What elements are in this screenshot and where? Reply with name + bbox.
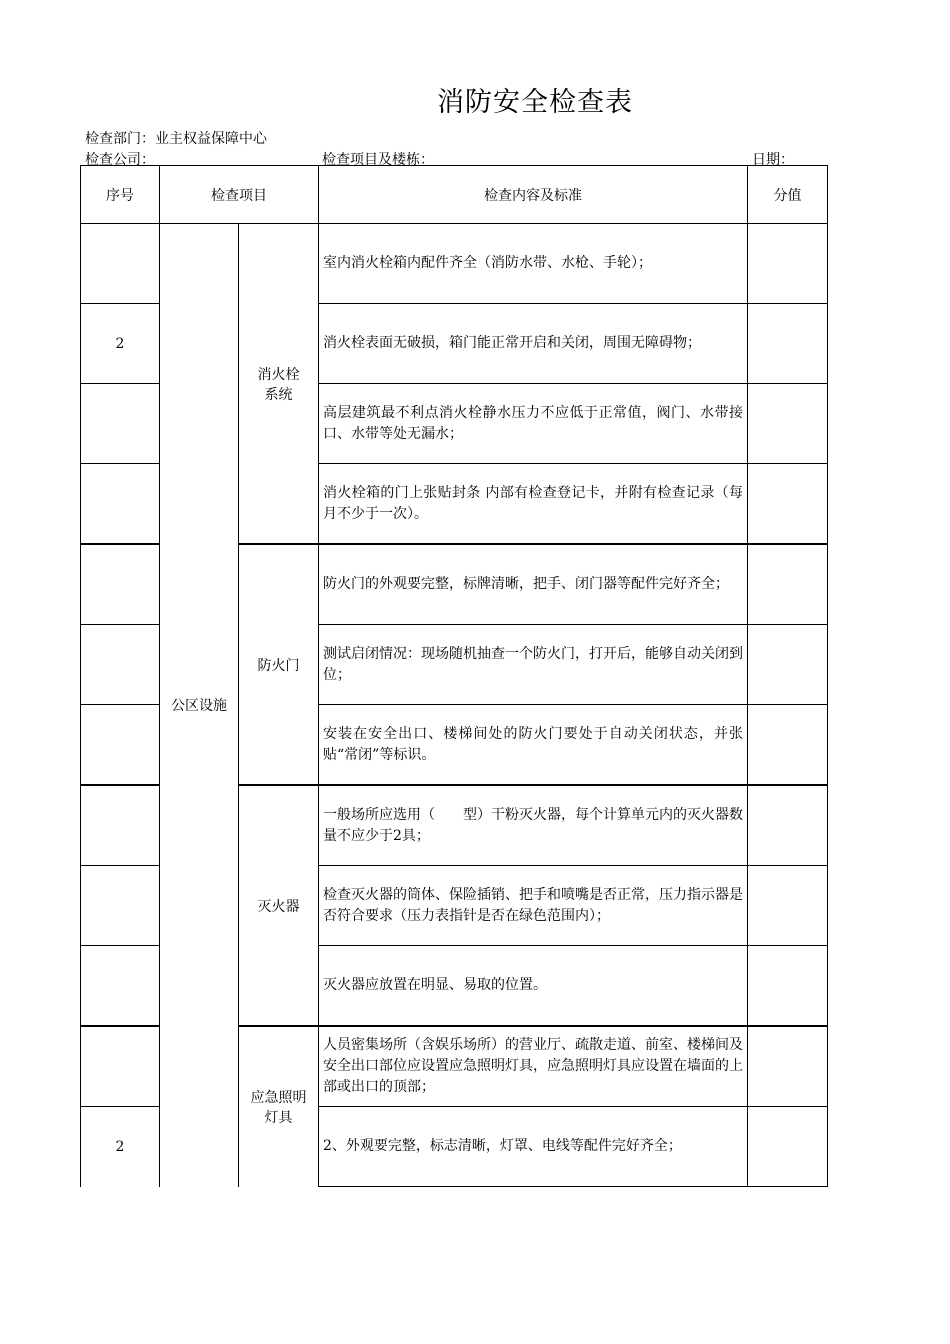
score-cell[interactable] bbox=[748, 785, 828, 866]
score-cell[interactable] bbox=[748, 866, 828, 946]
category-cell: 公区设施 bbox=[160, 224, 239, 1187]
header-content: 检查内容及标准 bbox=[319, 166, 748, 224]
seq-cell bbox=[81, 705, 160, 786]
content-cell: 消火栓箱的门上张贴封条 内部有检查登记卡，并附有检查记录（每月不少于一次）。 bbox=[319, 464, 748, 545]
company-label: 检查公司： bbox=[85, 152, 155, 168]
table-header-row bbox=[81, 166, 828, 224]
seq-cell bbox=[81, 224, 160, 304]
score-cell[interactable] bbox=[748, 625, 828, 705]
group-extinguisher: 灭火器 bbox=[239, 785, 319, 1026]
date-label: 日期： bbox=[752, 152, 794, 168]
score-cell[interactable] bbox=[748, 384, 828, 464]
department-line bbox=[85, 128, 267, 148]
content-cell: 2、外观要完整，标志清晰，灯罩、电线等配件完好齐全； bbox=[319, 1107, 748, 1187]
seq-cell bbox=[81, 384, 160, 464]
content-cell: 安装在安全出口、楼梯间处的防火门要处于自动关闭状态，并张贴“常闭”等标识。 bbox=[319, 705, 748, 786]
content-cell: 消火栓表面无破损，箱门能正常开启和关闭，周围无障碍物； bbox=[319, 304, 748, 384]
seq-cell bbox=[81, 866, 160, 946]
seq-cell bbox=[81, 785, 160, 866]
content-cell: 室内消火栓箱内配件齐全（消防水带、水枪、手轮）； bbox=[319, 224, 748, 304]
score-cell[interactable] bbox=[748, 464, 828, 545]
seq-cell bbox=[81, 544, 160, 625]
inspection-table bbox=[80, 165, 828, 1187]
content-cell: 灭火器应放置在明显、易取的位置。 bbox=[319, 946, 748, 1027]
content-cell: 检查灭火器的筒体、保险插销、把手和喷嘴是否正常，压力指示器是否符合要求（压力表指针是否在绿色范围内）； bbox=[319, 866, 748, 946]
content-cell: 一般场所应选用（ 型）干粉灭火器，每个计算单元内的灭火器数量不应少于2具； bbox=[319, 785, 748, 866]
group-hydrant: 消火栓系统 bbox=[239, 224, 319, 545]
seq-cell bbox=[81, 625, 160, 705]
content-cell: 测试启闭情况：现场随机抽查一个防火门，打开后，能够自动关闭到位； bbox=[319, 625, 748, 705]
department-label: 检查部门： bbox=[85, 131, 155, 147]
seq-cell: 2 bbox=[81, 304, 160, 384]
group-fire-door: 防火门 bbox=[239, 544, 319, 785]
score-cell[interactable] bbox=[748, 304, 828, 384]
seq-cell bbox=[81, 946, 160, 1027]
score-cell[interactable] bbox=[748, 1107, 828, 1187]
content-cell: 高层建筑最不利点消火栓静水压力不应低于正常值，阀门、水带接口、水带等处无漏水； bbox=[319, 384, 748, 464]
department-value: 业主权益保障中心 bbox=[155, 131, 267, 147]
score-cell[interactable] bbox=[748, 544, 828, 625]
seq-cell bbox=[81, 1026, 160, 1107]
score-cell[interactable] bbox=[748, 1026, 828, 1107]
score-cell[interactable] bbox=[748, 224, 828, 304]
content-cell: 防火门的外观要完整，标牌清晰，把手、闭门器等配件完好齐全； bbox=[319, 544, 748, 625]
seq-cell bbox=[81, 464, 160, 545]
seq-cell: 2 bbox=[81, 1107, 160, 1187]
table-row bbox=[81, 224, 828, 304]
group-emergency-lighting: 应急照明灯具 bbox=[239, 1026, 319, 1187]
header-seq: 序号 bbox=[81, 166, 160, 224]
score-cell[interactable] bbox=[748, 705, 828, 786]
header-score: 分值 bbox=[748, 166, 828, 224]
project-label: 检查项目及楼栋： bbox=[322, 152, 434, 168]
score-cell[interactable] bbox=[748, 946, 828, 1027]
header-item: 检查项目 bbox=[160, 166, 319, 224]
content-cell: 人员密集场所（含娱乐场所）的营业厅、疏散走道、前室、楼梯间及安全出口部位应设置应急照明灯具，应急照明灯具应设置在墙面的上部或出口的顶部； bbox=[319, 1026, 748, 1107]
page-title: 消防安全检查表 bbox=[437, 87, 633, 118]
